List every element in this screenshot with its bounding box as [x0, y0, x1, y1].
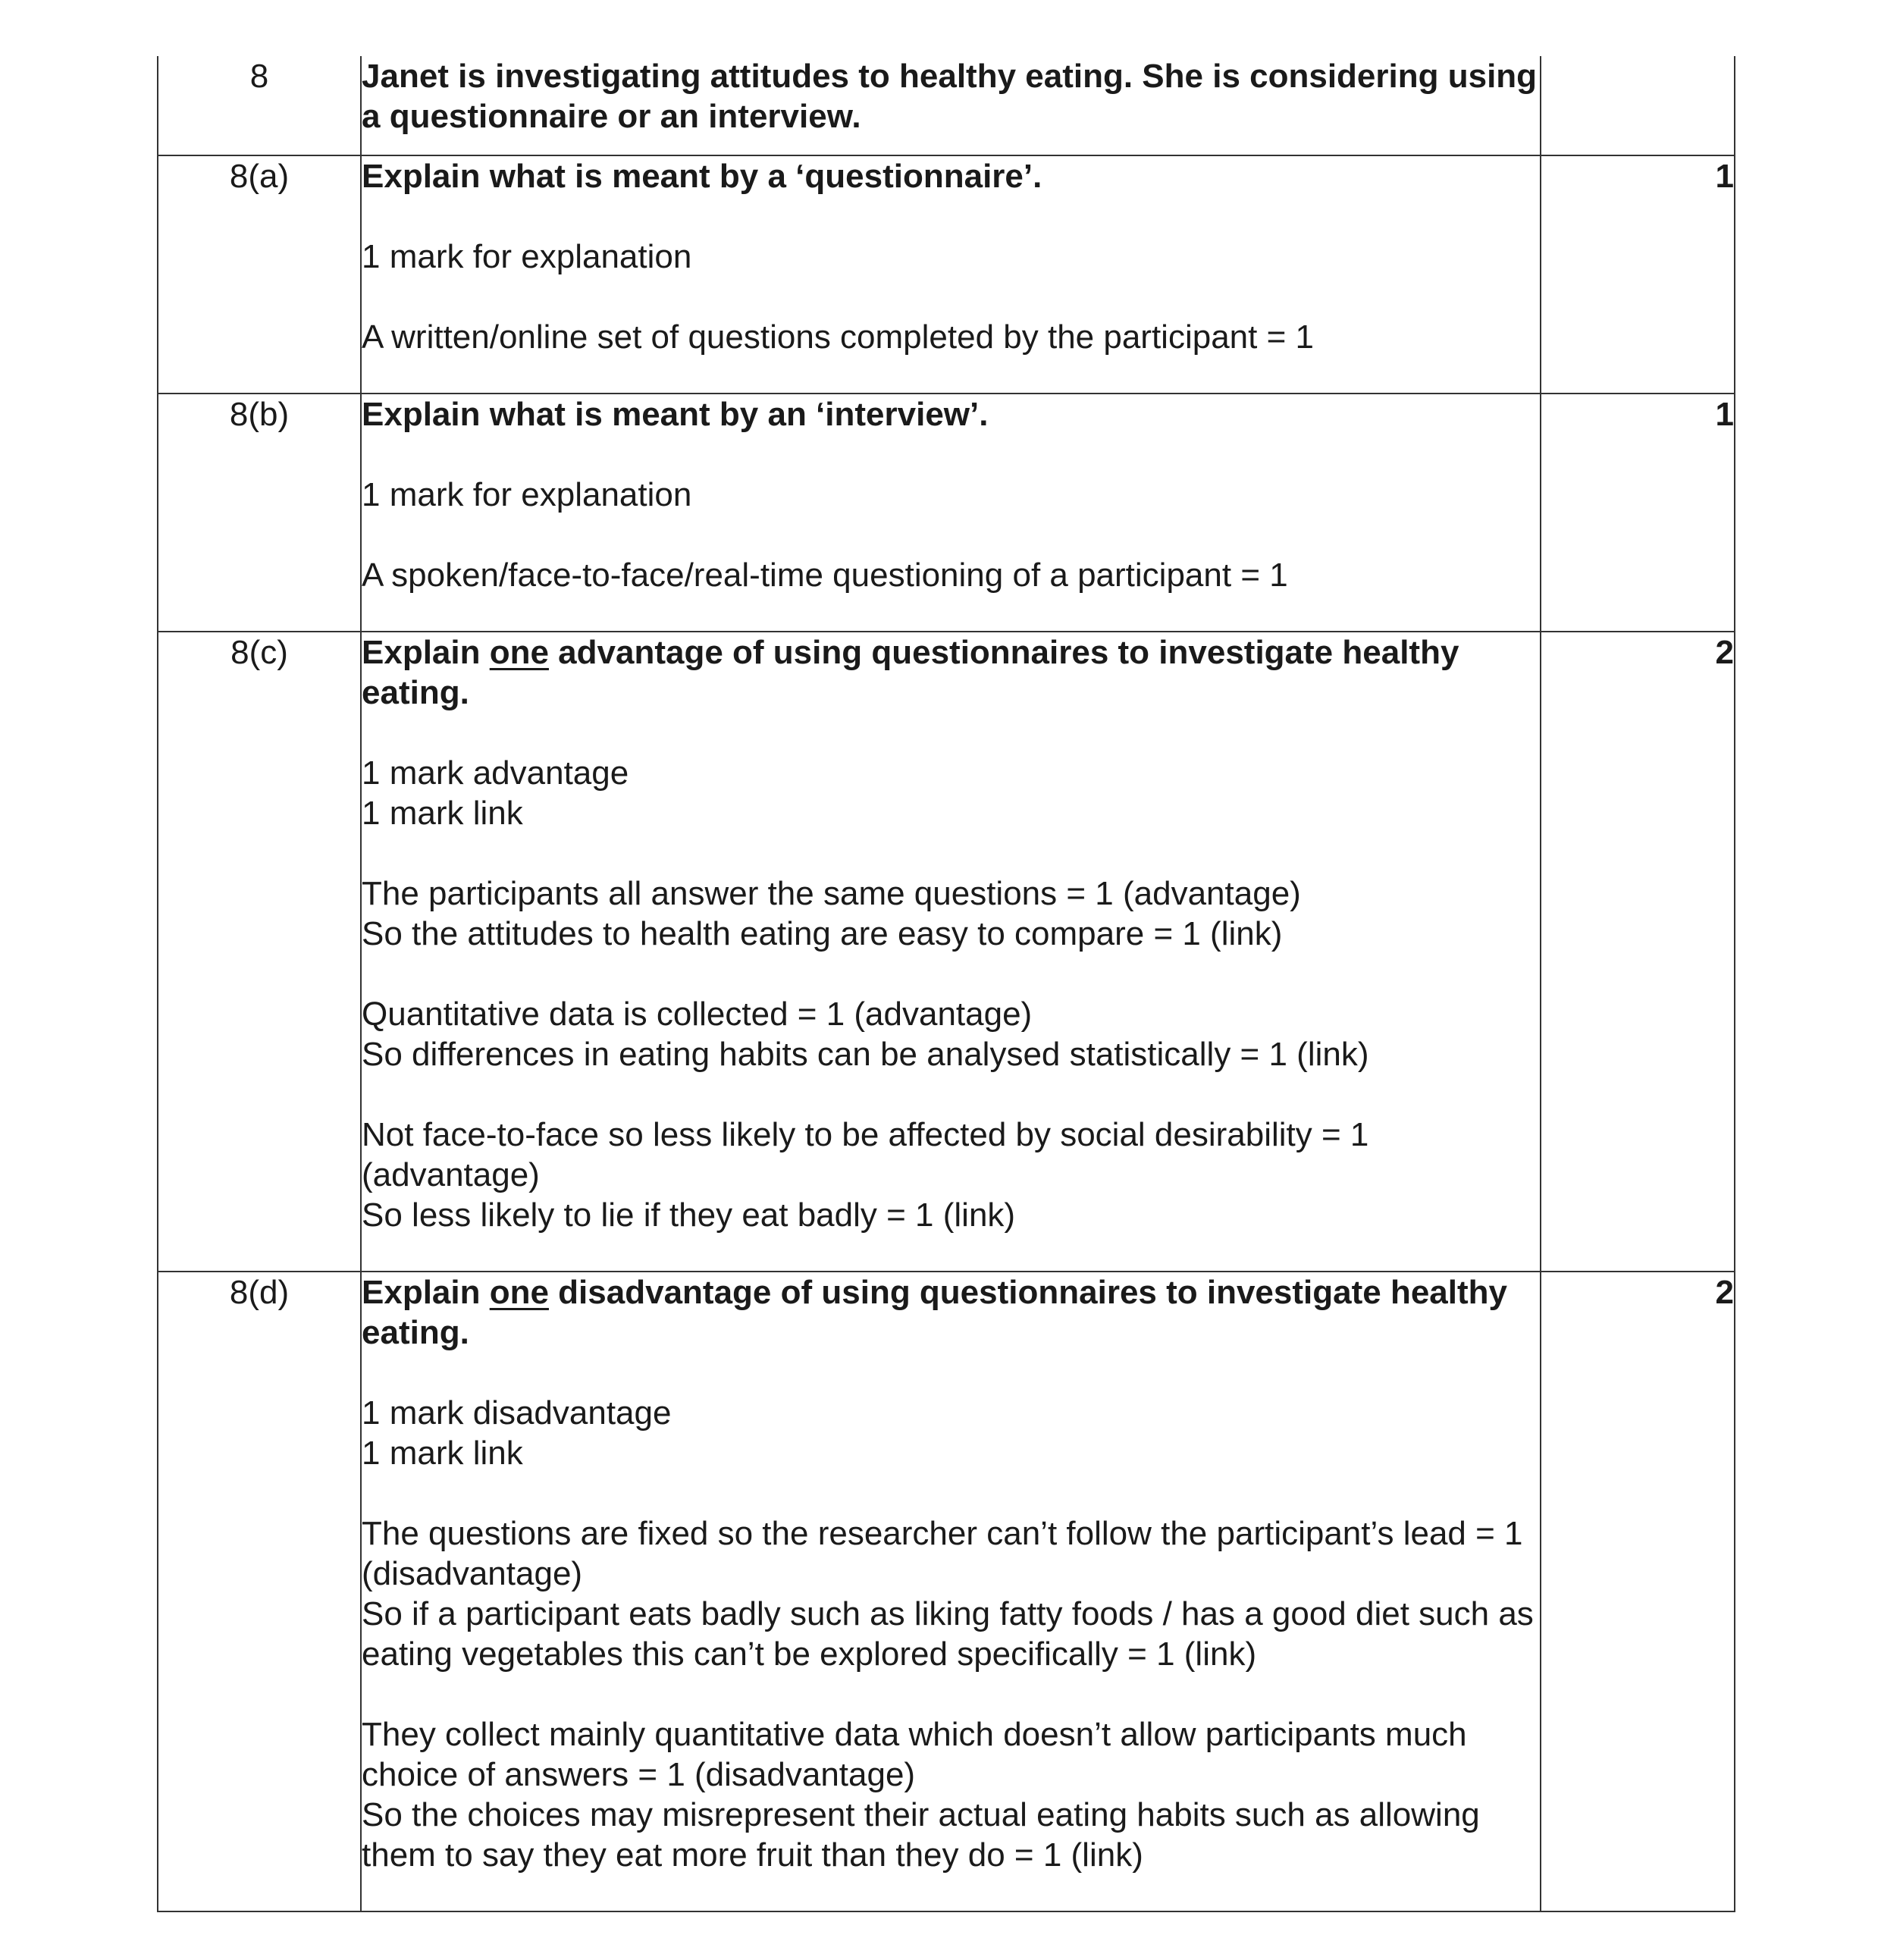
question-number: 8(b) [158, 394, 361, 632]
mark-guidance: 1 mark disadvantage [362, 1394, 672, 1432]
mark-value: 1 [1541, 394, 1735, 632]
mark-guidance: 1 mark for explanation [362, 476, 692, 513]
mark-guidance: 1 mark for explanation [362, 238, 692, 275]
question-number: 8(d) [158, 1272, 361, 1911]
question-text: Explain one disadvantage of using questionnaires to investigate healthy eating. [362, 1274, 1507, 1351]
mark-guidance: 1 mark link [362, 795, 523, 832]
question-number: 8 [158, 56, 361, 155]
answer-cell [361, 155, 1541, 394]
mark-value [1541, 56, 1735, 155]
answer-point: The questions are fixed so the researcher can’t follow the participant’s lead = 1 (disadvantage) [362, 1515, 1523, 1592]
answer-point: Not face-to-face so less likely to be affected by social desirability = 1 (advantage) [362, 1116, 1369, 1193]
answer-text: A spoken/face-to-face/real-time questioning of a participant = 1 [362, 557, 1288, 594]
table-row [158, 394, 1735, 632]
answer-text: A written/online set of questions completed by the participant = 1 [362, 318, 1314, 356]
answer-cell [361, 56, 1541, 155]
answer-cell [361, 1272, 1541, 1911]
question-text: Janet is investigating attitudes to healthy eating. She is considering using a questionnaire or an interview. [362, 58, 1538, 135]
answer-cell [361, 394, 1541, 632]
answer-link: So less likely to lie if they eat badly = 1 (link) [362, 1196, 1016, 1234]
answer-point: The participants all answer the same questions = 1 (advantage) [362, 875, 1301, 912]
answer-link: So the choices may misrepresent their actual eating habits such as allowing them to say they eat more fruit than they do = 1 (link) [362, 1796, 1480, 1874]
mark-scheme-table [157, 56, 1735, 1912]
question-text: Explain what is meant by a ‘questionnaire’. [362, 158, 1042, 195]
table-row [158, 56, 1735, 155]
question-number: 8(c) [158, 632, 361, 1272]
answer-link: So if a participant eats badly such as liking fatty foods / has a good diet such as eating vegetables this can’t be explored specifically = 1 (link) [362, 1595, 1534, 1673]
emphasis-one: one [489, 1274, 549, 1311]
mark-guidance: 1 mark advantage [362, 754, 629, 792]
table-row [158, 1272, 1735, 1911]
answer-point: Quantitative data is collected = 1 (advantage) [362, 996, 1033, 1033]
mark-value: 2 [1541, 632, 1735, 1272]
question-text: Explain one advantage of using questionnaires to investigate healthy eating. [362, 634, 1459, 711]
question-number: 8(a) [158, 155, 361, 394]
answer-link: So the attitudes to health eating are easy to compare = 1 (link) [362, 915, 1283, 952]
answer-point: They collect mainly quantitative data which doesn’t allow participants much choice of answers = 1 (disadvantage) [362, 1716, 1467, 1793]
emphasis-one: one [489, 634, 549, 671]
answer-cell [361, 632, 1541, 1272]
mark-guidance: 1 mark link [362, 1435, 523, 1472]
mark-value: 2 [1541, 1272, 1735, 1911]
mark-value: 1 [1541, 155, 1735, 394]
table-row [158, 632, 1735, 1272]
question-text: Explain what is meant by an ‘interview’. [362, 396, 989, 433]
table-row [158, 155, 1735, 394]
answer-link: So differences in eating habits can be analysed statistically = 1 (link) [362, 1036, 1369, 1073]
